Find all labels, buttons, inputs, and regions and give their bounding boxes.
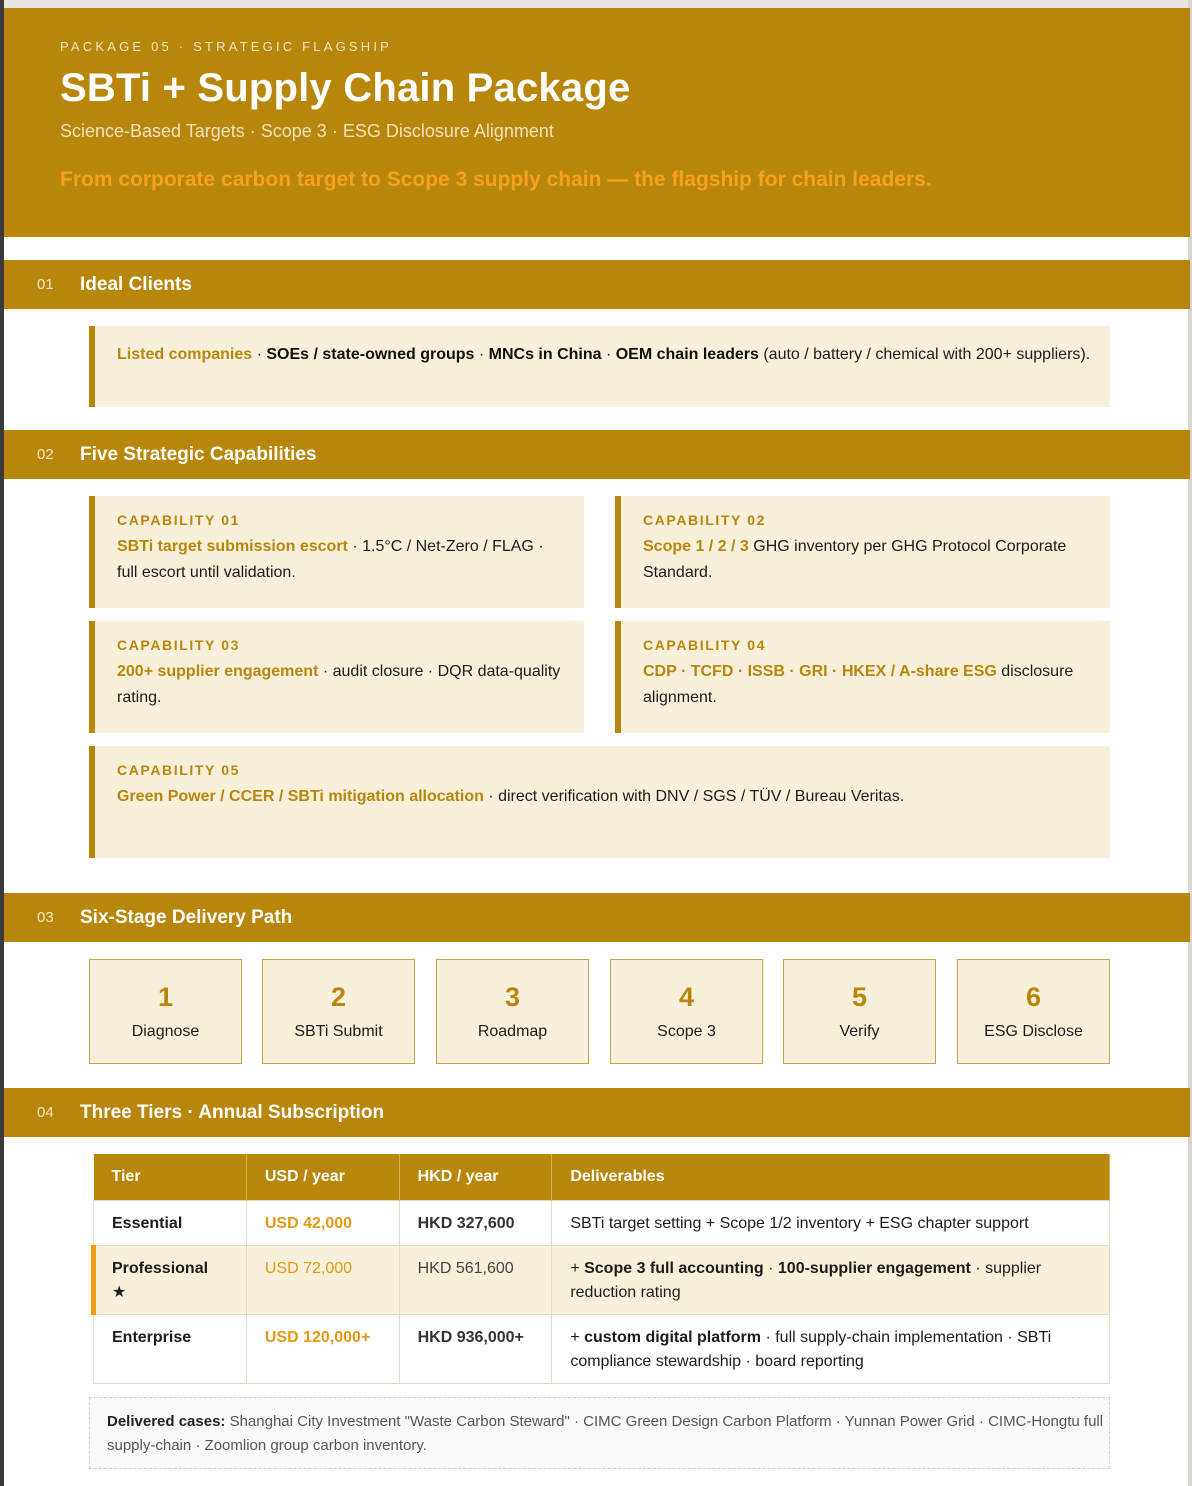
stage-card-5 xyxy=(783,959,936,1064)
column-header-deliverables: Deliverables xyxy=(552,1154,1110,1200)
tier-usd: USD 72,000 xyxy=(246,1245,399,1314)
capability-highlight: SBTi target submission escort xyxy=(117,538,348,555)
capability-text xyxy=(117,784,1088,810)
section-delivery-path xyxy=(4,893,1190,942)
tier-deliverables xyxy=(552,1245,1110,1314)
capability-tag: CAPABILITY 04 xyxy=(643,637,766,653)
column-header-usd: USD / year xyxy=(246,1154,399,1200)
section-title: Ideal Clients xyxy=(80,273,192,295)
stage-card-6 xyxy=(957,959,1110,1064)
section-capabilities xyxy=(4,430,1190,479)
tiers-table xyxy=(91,1154,1110,1384)
capability-highlight: Green Power / CCER / SBTi mitigation allocation xyxy=(117,788,484,805)
section-tiers xyxy=(4,1088,1190,1137)
tier-hkd: HKD 327,600 xyxy=(399,1200,552,1245)
hero-tagline: From corporate carbon target to Scope 3 supply chain — the flagship for chain leaders. xyxy=(60,168,932,191)
stage-number: 5 xyxy=(851,982,868,1012)
tier-usd: USD 120,000+ xyxy=(246,1314,399,1383)
separator: · xyxy=(474,346,489,363)
tier-name: Enterprise xyxy=(94,1314,247,1383)
column-header-tier: Tier xyxy=(94,1154,247,1200)
section-ideal-clients xyxy=(4,260,1190,309)
capability-text xyxy=(643,534,1088,586)
capability-text xyxy=(117,534,562,586)
tier-usd: USD 42,000 xyxy=(246,1200,399,1245)
stage-label: SBTi Submit xyxy=(294,1023,383,1040)
table-row xyxy=(94,1314,1110,1383)
section-title: Three Tiers · Annual Subscription xyxy=(80,1101,385,1123)
capability-card-04 xyxy=(615,621,1110,733)
deliverable-rest: · supplier reduction rating xyxy=(570,1259,1042,1301)
tier-deliverables xyxy=(552,1314,1110,1383)
capability-highlight: 200+ supplier engagement xyxy=(117,663,319,680)
hero-kicker: PACKAGE 05 · STRATEGIC FLAGSHIP xyxy=(60,39,393,54)
stage-number: 4 xyxy=(678,982,695,1012)
capability-card-02 xyxy=(615,496,1110,608)
stage-label: Diagnose xyxy=(131,1023,200,1040)
hero-banner xyxy=(4,8,1190,237)
deliverable-highlight: Scope 3 full accounting xyxy=(584,1259,764,1277)
section-title: Six-Stage Delivery Path xyxy=(80,906,293,928)
stage-number: 6 xyxy=(1025,982,1042,1012)
ideal-clients-box xyxy=(89,326,1110,407)
client-mncs: MNCs in China xyxy=(488,346,602,363)
delivered-cases-box xyxy=(89,1397,1110,1469)
cases-text: Shanghai City Investment "Waste Carbon Steward" · CIMC Green Design Carbon Platform · Yunnan Power Grid · CIMC-Hongtu full supply-chain · Zoomlion group carbon inventory. xyxy=(107,1413,1104,1454)
stage-label: Verify xyxy=(839,1023,880,1040)
capability-tag: CAPABILITY 05 xyxy=(117,762,240,778)
tier-hkd: HKD 936,000+ xyxy=(399,1314,552,1383)
tier-hkd: HKD 561,600 xyxy=(399,1245,552,1314)
client-description: (auto / battery / chemical with 200+ suppliers). xyxy=(758,346,1091,363)
section-number: 03 xyxy=(37,909,54,926)
stage-number: 2 xyxy=(330,982,347,1012)
page-top-edge xyxy=(0,0,1192,8)
stage-label: ESG Disclose xyxy=(984,1023,1083,1040)
capability-card-05 xyxy=(89,746,1110,858)
client-soes: SOEs / state-owned groups xyxy=(266,346,475,363)
stage-card-3 xyxy=(436,959,589,1064)
stage-number: 1 xyxy=(157,982,174,1012)
stage-card-2 xyxy=(262,959,415,1064)
section-title: Five Strategic Capabilities xyxy=(80,443,317,465)
section-number: 01 xyxy=(37,276,54,293)
deliverable-prefix: + xyxy=(570,1328,585,1346)
capability-tag: CAPABILITY 03 xyxy=(117,637,240,653)
page-title: SBTi + Supply Chain Package xyxy=(60,66,631,110)
table-row-featured xyxy=(94,1245,1110,1314)
capability-text xyxy=(643,659,1088,711)
stage-number: 3 xyxy=(504,982,521,1012)
deliverable-highlight: custom digital platform xyxy=(584,1328,762,1346)
capability-text xyxy=(117,659,562,711)
capability-description: GHG inventory per GHG Protocol Corporate Standard. xyxy=(643,538,1067,581)
capability-highlight: Scope 1 / 2 / 3 xyxy=(643,538,749,555)
stage-card-4 xyxy=(610,959,763,1064)
tier-deliverables: SBTi target setting + Scope 1/2 inventory + ESG chapter support xyxy=(552,1200,1110,1245)
stage-card-1 xyxy=(89,959,242,1064)
stage-label: Roadmap xyxy=(477,1023,548,1040)
capability-description: · 1.5°C / Net-Zero / FLAG · full escort until validation. xyxy=(117,538,544,581)
client-listed: Listed companies xyxy=(117,346,253,363)
separator: · xyxy=(763,1259,778,1277)
deliverable-highlight: 100-supplier engagement xyxy=(777,1259,971,1277)
client-oem: OEM chain leaders xyxy=(615,346,759,363)
capability-tag: CAPABILITY 01 xyxy=(117,512,240,528)
column-header-hkd: HKD / year xyxy=(399,1154,552,1200)
capability-description: · direct verification with DNV / SGS / TÜV / Bureau Veritas. xyxy=(483,788,905,805)
capability-tag: CAPABILITY 02 xyxy=(643,512,766,528)
deliverable-rest: · full supply-chain implementation · SBTi compliance stewardship · board reporting xyxy=(570,1328,1052,1370)
tier-name-cell xyxy=(94,1245,247,1314)
separator: · xyxy=(252,346,267,363)
table-header-row xyxy=(94,1154,1110,1200)
section-number: 04 xyxy=(37,1104,54,1121)
capability-card-01 xyxy=(89,496,584,608)
star-icon: ★ xyxy=(112,1283,127,1301)
tier-name: Essential xyxy=(94,1200,247,1245)
section-number: 02 xyxy=(37,446,54,463)
capability-card-03 xyxy=(89,621,584,733)
hero-subtitle: Science-Based Targets · Scope 3 · ESG Disclosure Alignment xyxy=(60,121,554,141)
cases-label: Delivered cases: xyxy=(107,1413,226,1430)
tier-name: Professional xyxy=(112,1259,209,1277)
separator: · xyxy=(601,346,616,363)
deliverable-prefix: + xyxy=(570,1259,585,1277)
capability-highlight: CDP · TCFD · ISSB · GRI · HKEX / A-share ESG xyxy=(643,663,997,680)
capability-description: · audit closure · DQR data-quality rating. xyxy=(117,663,561,706)
table-row xyxy=(94,1200,1110,1245)
stage-label: Scope 3 xyxy=(657,1023,716,1040)
capability-description: disclosure alignment. xyxy=(643,663,1074,706)
